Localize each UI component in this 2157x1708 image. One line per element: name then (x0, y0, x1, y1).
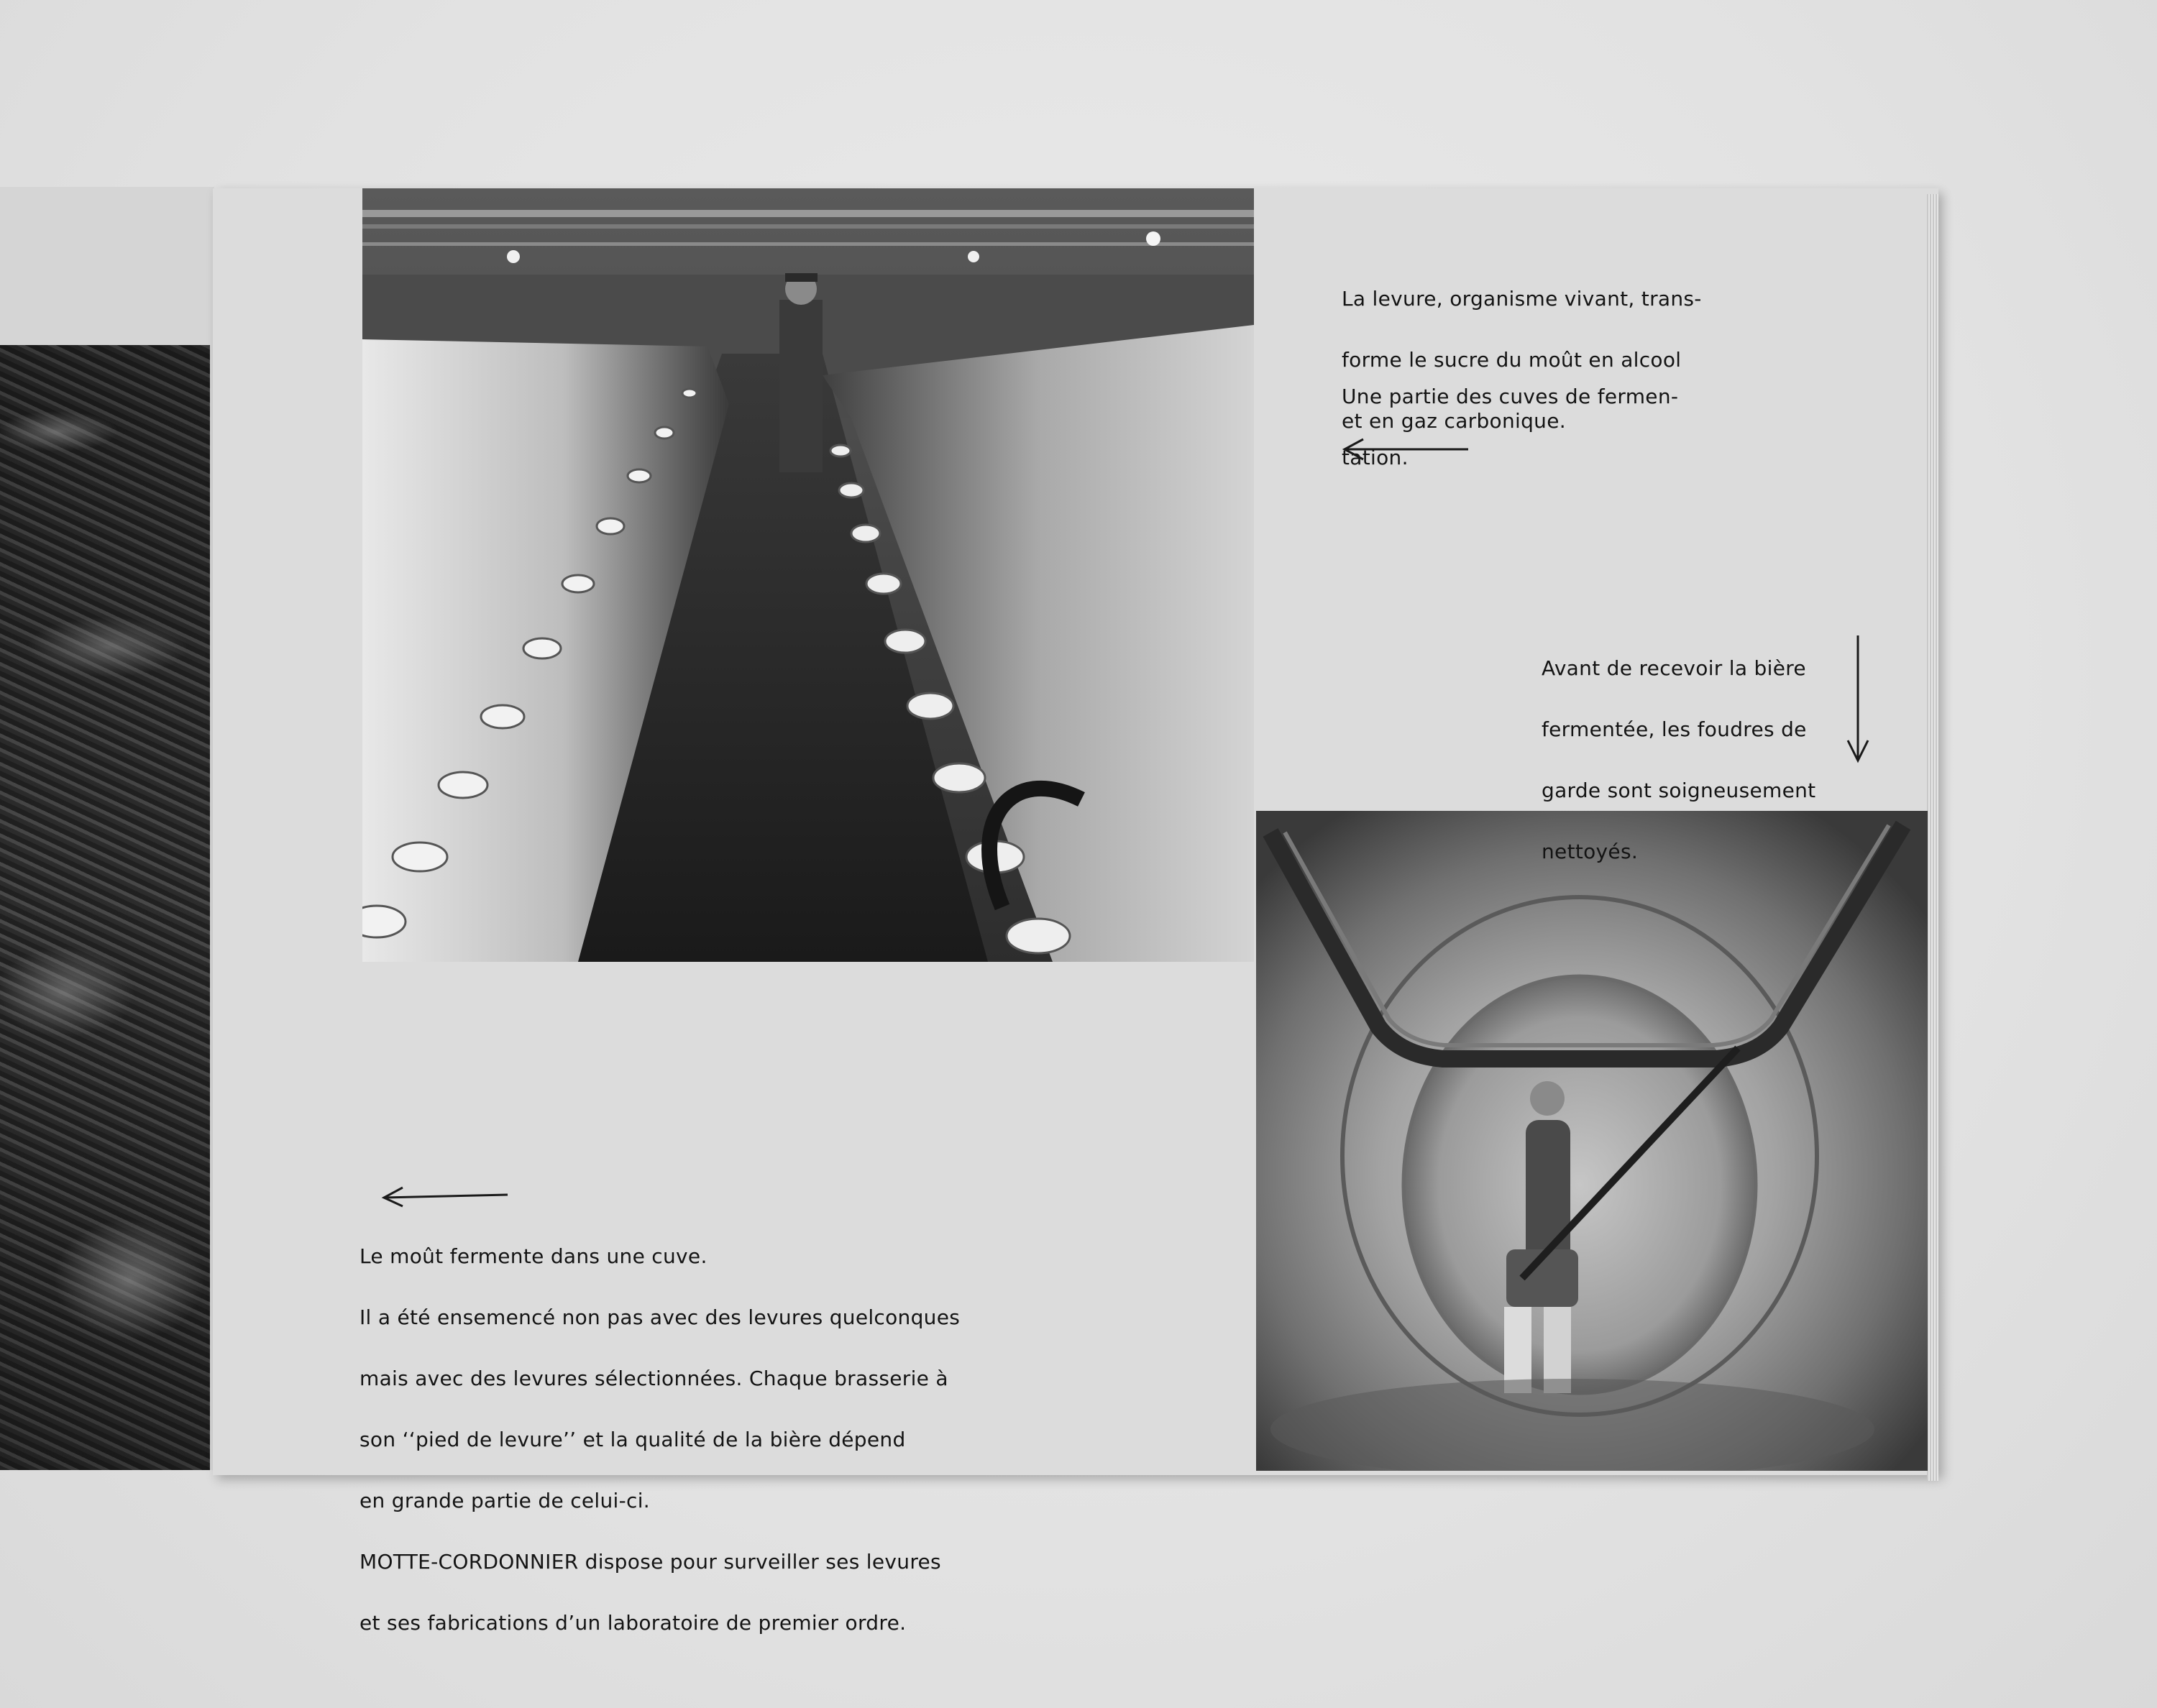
arrow-left-icon (1339, 435, 1472, 464)
caption-yeast-line: La levure, organisme vivant, trans- (1342, 286, 1702, 311)
page-edge (1927, 194, 1938, 1481)
caption-ferment-line: son ‘‘pied de levure’’ et la qualité de la bière dépend (360, 1427, 906, 1451)
caption-ferment-line: mais avec des levures sélectionnées. Chaque brasserie à (360, 1366, 948, 1390)
photo-fermentation-tanks (362, 188, 1254, 962)
caption-ferment-line: en grande partie de celui-ci. (360, 1488, 650, 1512)
caption-yeast-line: forme le sucre du moût en alcool (1342, 347, 1682, 372)
photo-cleaning-vat (1256, 811, 1928, 1471)
caption-ferment (360, 1211, 999, 1669)
caption-cleaning-line: fermentée, les foudres de (1542, 717, 1807, 741)
caption-cleaning-line: garde sont soigneusement (1542, 778, 1816, 802)
caption-ferment-line: Le moût fermente dans une cuve. (360, 1244, 707, 1268)
caption-yeast-line: et en gaz carbonique. (1342, 408, 1566, 433)
arrow-down-icon (1844, 633, 1872, 766)
caption-ferment-line: et ses fabrications d’un laboratoire de premier ordre. (360, 1610, 907, 1635)
caption-cleaning-line: Avant de recevoir la bière (1542, 656, 1806, 680)
caption-tanks-line: tation. (1342, 445, 1409, 469)
left-photo-foam (0, 345, 210, 1470)
caption-tanks-line: Une partie des cuves de fermen- (1342, 384, 1679, 408)
caption-tanks (1342, 351, 1678, 504)
caption-cleaning-line: nettoyés. (1542, 839, 1639, 863)
arrow-left-icon (378, 1183, 511, 1212)
caption-cleaning (1542, 623, 1815, 898)
caption-ferment-line: MOTTE-CORDONNIER dispose pour surveiller ses levures (360, 1549, 941, 1574)
caption-ferment-line: Il a été ensemencé non pas avec des levures quelconques (360, 1305, 961, 1329)
